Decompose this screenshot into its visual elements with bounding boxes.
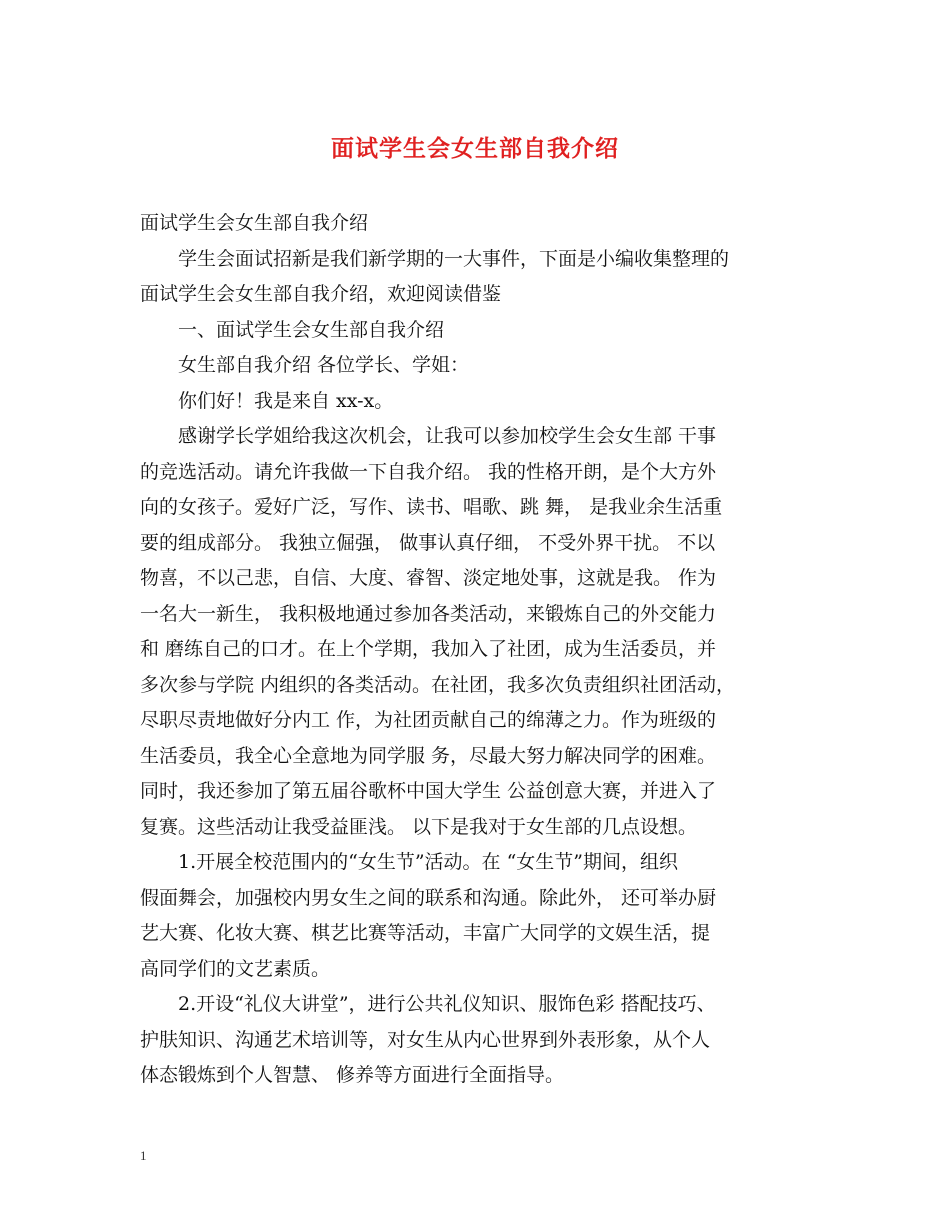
text-line: 的竞选活动。请允许我做一下自我介绍。 我的性格开朗，是个大方外 [140,460,717,483]
text-line: 面试学生会女生部自我介绍，欢迎阅读借鉴 [140,283,502,305]
text-line: 尽职尽责地做好分内工 作，为社团贡献自己的绵薄之力。作为班级的 [140,709,717,731]
text-line: 你们好！我是来自 xx-x。 [140,389,394,412]
page-number: 1 [140,1148,147,1163]
document-body [140,206,820,1094]
text-line: 复赛。这些活动让我受益匪浅。 以下是我对于女生部的几点设想。 [140,815,698,838]
text-line: 多次参与学院 内组织的各类活动。在社团，我多次负责组织社团活动， [140,673,736,696]
text-line: 面试学生会女生部自我介绍 [140,212,369,234]
text-line: 2.开设“礼仪大讲堂”，进行公共礼仪知识、服饰色彩 搭配技巧、 [140,993,716,1015]
text-line: 同时，我还参加了第五届谷歌杯中国大学生 公益创意大赛，并进入了 [140,780,717,802]
text-line: 生活委员，我全心全意地为同学服 务，尽最大努力解决同学的困难。 [140,744,717,767]
text-line: 向的女孩子。爱好广泛，写作、读书、唱歌、跳 舞， 是我业余生活重 [140,496,723,518]
page-title: 面试学生会女生部自我介绍 [331,135,619,162]
text-line: 高同学们的文艺素质。 [140,957,331,980]
text-line: 和 磨练自己的口才。在上个学期，我加入了社团，成为生活委员，并 [140,638,717,660]
text-line: 感谢学长学姐给我这次机会，让我可以参加校学生会女生部 干事 [140,425,717,447]
text-line: 艺大赛、化妆大赛、棋艺比赛等活动，丰富广大同学的文娱生活，提 [140,922,711,944]
text-line: 护肤知识、沟通艺术培训等，对女生从内心世界到外表形象，从个人 [140,1028,711,1051]
text-line: 一名大一新生， 我积极地通过参加各类活动，来锻炼自己的外交能力 [140,602,717,625]
text-line: 女生部自我介绍 各位学长、学姐： [140,354,470,376]
text-line: 体态锻炼到个人智慧、 修养等方面进行全面指导。 [140,1064,565,1086]
text-line: 物喜，不以己悲，自信、大度、睿智、淡定地处事，这就是我。 作为 [140,567,717,589]
text-line: 假面舞会，加强校内男女生之间的联系和沟通。除此外， 还可举办厨 [140,886,717,909]
text-line: 一、面试学生会女生部自我介绍 [140,318,445,341]
text-line: 要的组成部分。 我独立倔强， 做事认真仔细， 不受外界干扰。 不以 [140,531,716,554]
text-line: 1.开展全校范围内的“女生节”活动。在 “女生节”期间，组织 [140,851,679,873]
text-line: 学生会面试招新是我们新学期的一大事件，下面是小编收集整理的 [140,247,730,270]
